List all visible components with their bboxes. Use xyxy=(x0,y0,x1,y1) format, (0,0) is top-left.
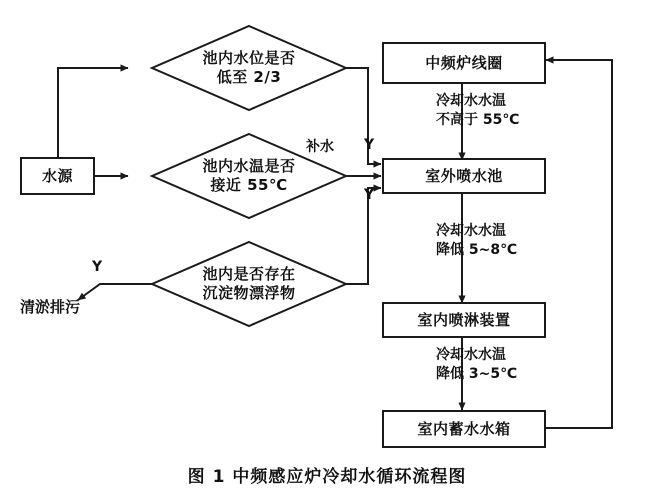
edge-label-yes-bottom-text: Y xyxy=(364,187,375,203)
node-level-check-line2: 低至 2/3 xyxy=(216,68,282,86)
edge-label-coil-to-pool-line1: 冷却水水温 xyxy=(436,93,506,109)
node-level-check-label xyxy=(152,26,346,110)
node-indoor-tank-label: 室内蓄水水箱 xyxy=(417,419,511,438)
node-outdoor-pool xyxy=(382,158,546,194)
edge-label-pool-to-spray-line2: 降低 5~8℃ xyxy=(436,241,518,258)
node-indoor-spray-label: 室内喷淋装置 xyxy=(417,310,511,329)
edge-label-spray-to-tank xyxy=(436,346,606,384)
node-temp-check-line1: 池内水温是否 xyxy=(202,156,296,175)
edge-label-pool-to-spray xyxy=(436,222,606,260)
edge-label-pool-to-spray-line1: 冷却水水温 xyxy=(436,223,506,239)
edge-label-yes-sediment xyxy=(92,258,102,277)
node-temp-check-line2: 接近 55℃ xyxy=(210,176,288,194)
node-sediment-check-line1: 池内是否存在 xyxy=(202,264,296,283)
edge-label-yes-sediment-text: Y xyxy=(92,259,103,275)
node-sediment-check xyxy=(152,242,346,326)
edge-label-spray-to-tank-line2: 降低 3~5℃ xyxy=(436,365,518,382)
terminal-drain xyxy=(20,296,80,317)
edge-label-coil-to-pool xyxy=(436,92,606,130)
edge-label-yes-bottom xyxy=(364,186,374,205)
node-sediment-check-label xyxy=(152,242,346,326)
node-water-source-label: 水源 xyxy=(41,166,73,185)
edge-label-yes-top-text: Y xyxy=(364,137,375,153)
node-coil xyxy=(382,42,546,84)
figure-caption xyxy=(0,462,654,487)
edge-label-yes-top xyxy=(364,136,374,155)
node-outdoor-pool-label: 室外喷水池 xyxy=(425,166,503,185)
figure-caption-text: 图 1 中频感应炉冷却水循环流程图 xyxy=(187,467,467,487)
edge-label-coil-to-pool-line2: 不高于 55℃ xyxy=(436,111,520,128)
node-indoor-tank xyxy=(382,410,546,448)
node-indoor-spray xyxy=(382,302,546,338)
node-sediment-check-line2: 沉淀物漂浮物 xyxy=(202,284,296,302)
node-level-check xyxy=(152,26,346,110)
edge-label-refill xyxy=(306,138,334,157)
edge-label-refill-text: 补水 xyxy=(306,139,334,155)
node-coil-label: 中频炉线圈 xyxy=(425,53,503,72)
terminal-drain-label: 清淤排污 xyxy=(20,298,81,316)
node-level-check-line1: 池内水位是否 xyxy=(202,48,296,67)
node-water-source xyxy=(20,157,95,195)
edge-label-spray-to-tank-line1: 冷却水水温 xyxy=(436,347,506,363)
